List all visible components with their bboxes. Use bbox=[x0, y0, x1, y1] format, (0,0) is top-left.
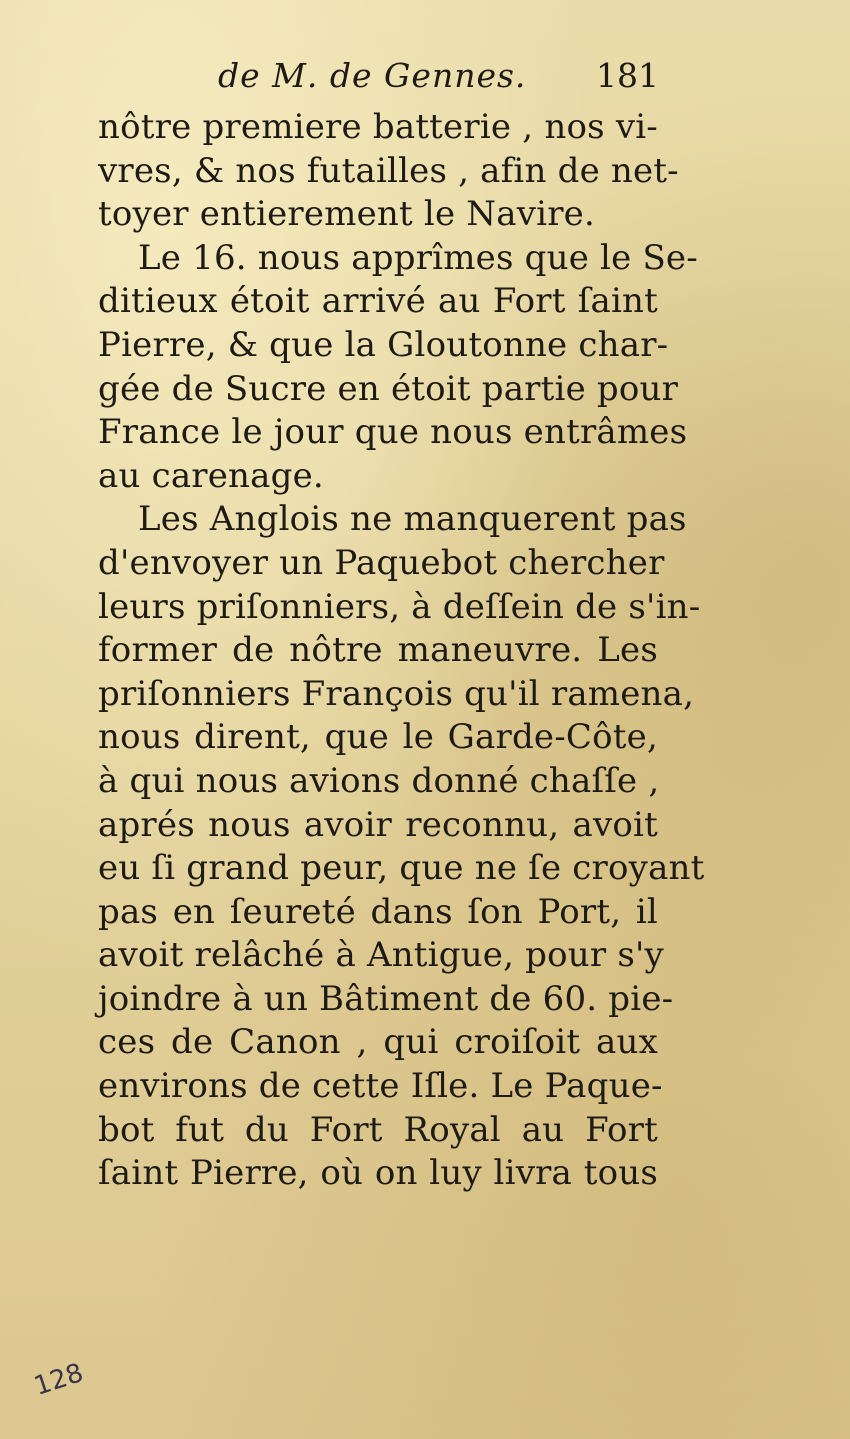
text-line: gée de Sucre en étoit partie pour bbox=[98, 368, 679, 409]
body-text bbox=[98, 106, 705, 1196]
text-line: former de nôtre maneuvre. Les bbox=[98, 630, 658, 671]
page-number: 181 bbox=[596, 56, 659, 95]
text-line: Les Anglois ne manquerent pas bbox=[138, 499, 687, 540]
text-line: bot fut du Fort Royal au Fort bbox=[98, 1109, 658, 1150]
text-line: ſaint Pierre, où on luy livra tous bbox=[98, 1153, 658, 1194]
text-line: pas en ſeureté dans ſon Port, il bbox=[98, 891, 658, 932]
text-line: vres, & nos futailles , afin de net- bbox=[98, 150, 679, 191]
text-line: priſonniers François qu'il ramena, bbox=[98, 673, 695, 714]
text-line: Pierre, & que la Gloutonne char- bbox=[98, 324, 669, 365]
text-line: nous dirent, que le Garde-Côte, bbox=[98, 717, 658, 758]
text-line: France le jour que nous entrâmes bbox=[98, 412, 688, 453]
running-head: de M. de Gennes. bbox=[218, 56, 527, 95]
text-line: eu ſi grand peur, que ne ſe croyant bbox=[98, 848, 705, 889]
text-line: toyer entierement le Navire. bbox=[98, 194, 595, 235]
text-line: ditieux étoit arrivé au Fort ſaint bbox=[98, 281, 658, 322]
handwritten-margin-note: 128 bbox=[30, 1358, 88, 1402]
text-line: aprés nous avoir reconnu, avoit bbox=[98, 804, 658, 845]
text-line: Le 16. nous apprîmes que le Se- bbox=[138, 237, 698, 278]
page-header bbox=[0, 56, 850, 100]
text-line: au carenage. bbox=[98, 455, 324, 496]
text-line: à qui nous avions donné chaſſe , bbox=[98, 760, 660, 801]
text-line: leurs priſonniers, à deſſein de s'in- bbox=[98, 586, 701, 627]
text-line: d'envoyer un Paquebot chercher bbox=[98, 542, 665, 583]
text-line: nôtre premiere batterie , nos vi- bbox=[98, 107, 658, 147]
text-line: joindre à un Bâtiment de 60. pie- bbox=[98, 978, 674, 1019]
text-line: environs de cette Iſle. Le Paque- bbox=[98, 1066, 663, 1107]
text-line: ces de Canon , qui croiſoit aux bbox=[98, 1022, 658, 1063]
text-line: avoit relâché à Antigue, pour s'y bbox=[98, 935, 664, 976]
